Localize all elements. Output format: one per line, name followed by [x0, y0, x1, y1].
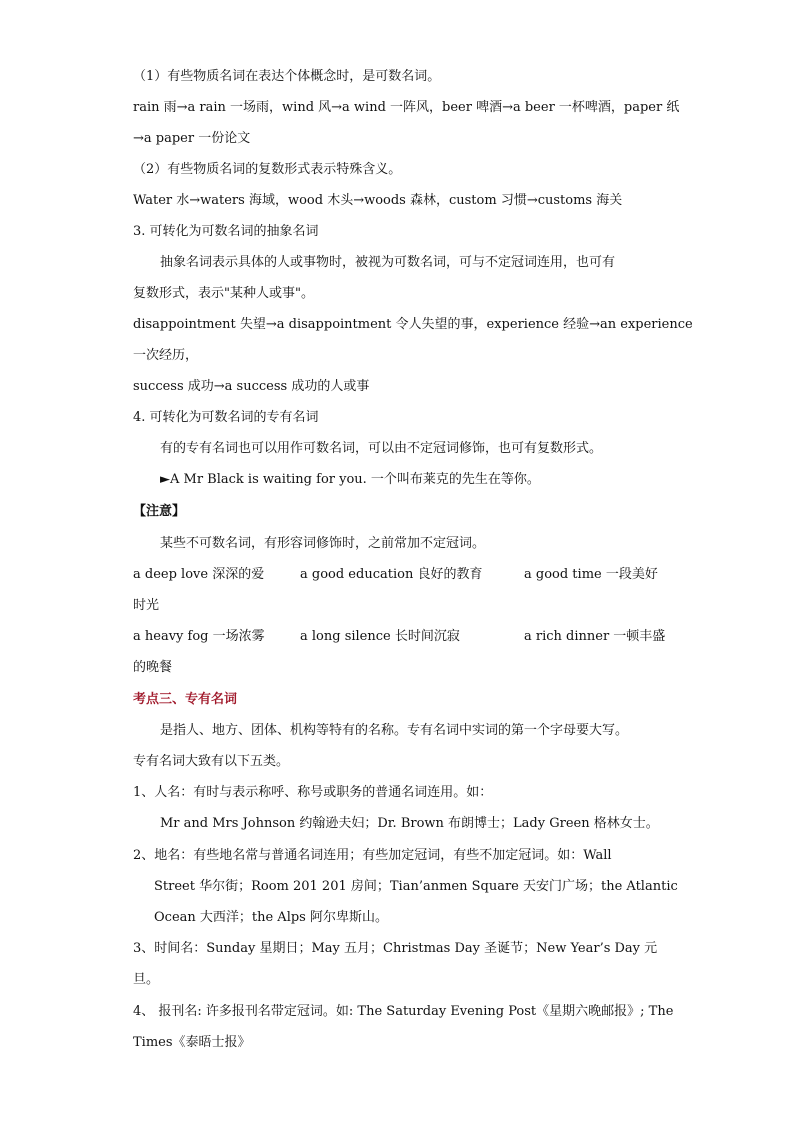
text-line: 的晚餐 [133, 660, 173, 675]
section-heading: 3. 可转化为可数名词的抽象名词 [133, 224, 319, 239]
example-cell: a heavy fog 一场浓雾 [133, 629, 265, 644]
text-line: 3、时间名：Sunday 星期日；May 五月；Christmas Day 圣诞节；New Year’s Day 元 [133, 941, 658, 956]
note-heading: 【注意】 [133, 504, 186, 519]
text-line: rain 雨→a rain 一场雨，wind 风→a wind 一阵风，beer 啤酒→a beer 一杯啤酒，paper 纸 [133, 100, 680, 115]
section-title: 考点三、专有名词 [133, 692, 238, 707]
example-cell: a good time 一段美好 [524, 567, 658, 582]
text-line: 1、人名：有时与表示称呼、称号或职务的普通名词连用。如： [133, 785, 493, 800]
text-line: Street 华尔街；Room 201 201 房间；Tian’anmen Square 天安门广场；the Atlantic [154, 879, 678, 894]
text-line: 专有名词大致有以下五类。 [133, 754, 290, 769]
text-line: Ocean 大西洋；the Alps 阿尔卑斯山。 [154, 910, 388, 925]
text-line: （2）有些物质名词的复数形式表示特殊含义。 [133, 162, 402, 177]
text-line: 是指人、地方、团体、机构等特有的名称。专有名词中实词的第一个字母要大写。 [160, 723, 629, 738]
section-heading: 4. 可转化为可数名词的专有名词 [133, 410, 319, 425]
text-line: 时光 [133, 598, 160, 613]
text-line: （1）有些物质名词在表达个体概念时，是可数名词。 [133, 69, 441, 84]
text-line: Water 水→waters 海域，wood 木头→woods 森林，custom 习惯→customs 海关 [133, 193, 623, 208]
text-line: 抽象名词表示具体的人或事物时，被视为可数名词，可与不定冠词连用，也可有 [160, 255, 616, 270]
text-line: success 成功→a success 成功的人或事 [133, 379, 370, 394]
text-line: Times《泰晤士报》 [133, 1035, 251, 1050]
text-line: 复数形式，表示"某种人或事"。 [133, 286, 314, 301]
text-line: →a paper 一份论文 [133, 131, 251, 146]
example-cell: a long silence 长时间沉寂 [300, 629, 460, 644]
text-line: 某些不可数名词，有形容词修饰时，之前常加不定冠词。 [160, 536, 486, 551]
text-line: 有的专有名词也可以用作可数名词，可以由不定冠词修饰，也可有复数形式。 [160, 441, 603, 456]
text-line: disappointment 失望→a disappointment 令人失望的事，experience 经验→an experience [133, 317, 693, 332]
text-line: 4、 报刊名: 许多报刊名带定冠词。如: The Saturday Evening Post《星期六晚邮报》; The [133, 1004, 674, 1019]
example-cell: a rich dinner 一顿丰盛 [524, 629, 666, 644]
text-line: 2、地名：有些地名常与普通名词连用；有些加定冠词，有些不加定冠词。如：Wall [133, 848, 612, 863]
example-line: ►A Mr Black is waiting for you. 一个叫布莱克的先生在等你。 [160, 472, 540, 487]
example-line: Mr and Mrs Johnson 约翰逊夫妇；Dr. Brown 布朗博士；Lady Green 格林女士。 [160, 816, 659, 831]
example-cell: a good education 良好的教育 [300, 567, 483, 582]
example-cell: a deep love 深深的爱 [133, 567, 265, 582]
text-line: 一次经历， [133, 348, 199, 363]
text-line: 旦。 [133, 972, 160, 987]
